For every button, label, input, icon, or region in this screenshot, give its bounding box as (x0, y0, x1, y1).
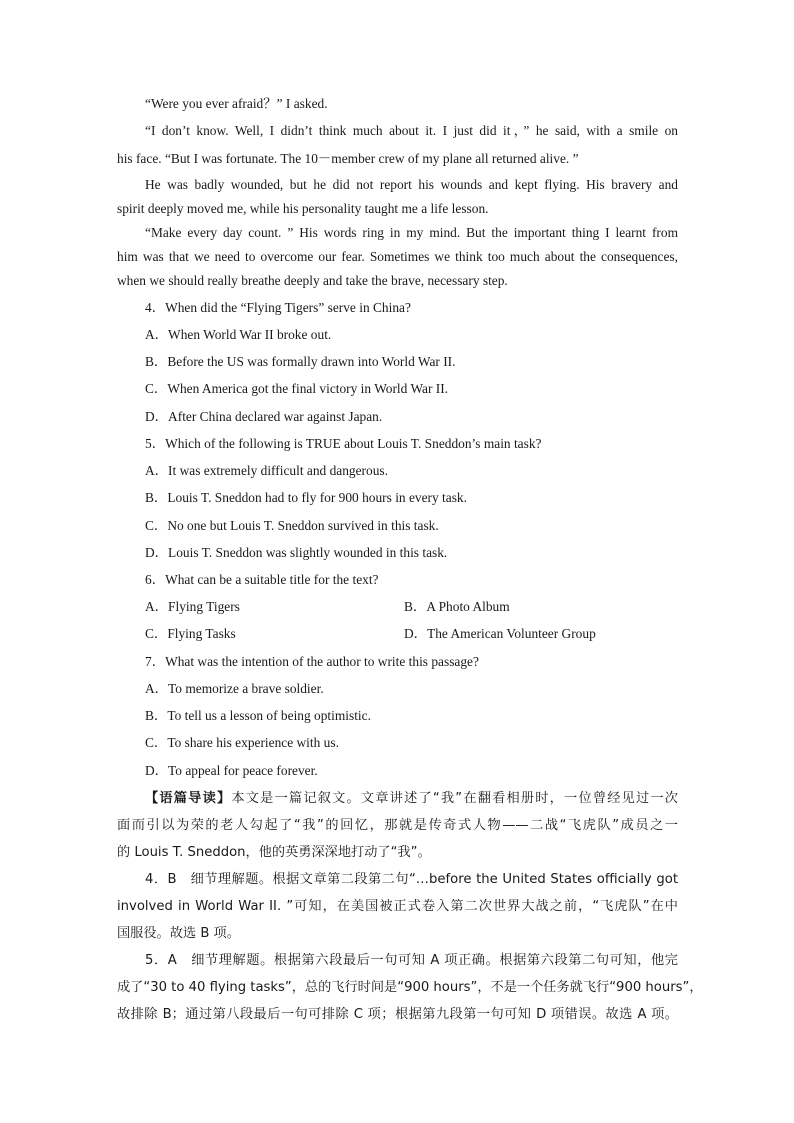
question-5-option-b: B．Louis T. Sneddon had to fly for 900 hours in every task. (145, 490, 467, 505)
question-6-stem: 6．What can be a suitable title for the text? (145, 572, 379, 587)
question-5-option-d: D．Louis T. Sneddon was slightly wounded in this task. (145, 545, 448, 560)
passage-paragraph-1: “Were you ever afraid？” I asked. (145, 96, 328, 111)
answer-4-line-1: 4．B 细节理解题。根据文章第二段第二句“…before the United States officially got (145, 872, 678, 887)
passage-paragraph-3-line-2: spirit deeply moved me, while his personality taught me a life lesson. (117, 201, 489, 216)
question-6-option-a: A．Flying Tigers (145, 599, 240, 614)
reading-guide-line-3: 的 Louis T. Sneddon，他的英勇深深地打动了“我”。 (117, 845, 431, 860)
question-6-option-d: D．The American Volunteer Group (404, 626, 596, 641)
question-7-option-d: D．To appeal for peace forever. (145, 763, 318, 778)
reading-guide-line-1 (145, 789, 678, 809)
question-4-option-b: B．Before the US was formally drawn into World War II. (145, 354, 456, 369)
reading-guide-label: 【语篇导读】 (145, 791, 232, 806)
question-6-option-b: B．A Photo Album (404, 599, 510, 614)
question-4-option-d: D．After China declared war against Japan. (145, 409, 383, 424)
reading-guide-text: 本文是一篇记叙文。文章讲述了“我”在翻看相册时，一位曾经见过一次 (231, 791, 678, 806)
question-5-stem: 5．Which of the following is TRUE about Louis T. Sneddon’s main task? (145, 436, 542, 451)
question-7-stem: 7．What was the intention of the author to write this passage? (145, 654, 479, 669)
question-7-option-b: B．To tell us a lesson of being optimistic. (145, 708, 371, 723)
answer-5-line-1: 5．A 细节理解题。根据第六段最后一句可知 A 项正确。根据第六段第二句可知，他完 (145, 953, 678, 968)
passage-paragraph-2-line-2: his face. “But I was fortunate. The 10－member crew of my plane all returned alive. ” (117, 151, 579, 166)
passage-paragraph-2-line-1: “I don’t know. Well, I didn’t think much about it. I just did it，” he said, with a smile on (145, 123, 678, 138)
answer-5-line-3: 故排除 B；通过第八段最后一句可排除 C 项；根据第九段第一句可知 D 项错误。故选 A 项。 (117, 1007, 678, 1022)
passage-paragraph-4-line-3: when we should really breathe deeply and take the brave, necessary step. (117, 273, 508, 288)
question-5-option-a: A．It was extremely difficult and dangerous. (145, 463, 388, 478)
passage-paragraph-4-line-1: “Make every day count. ” His words ring in my mind. But the important thing I learnt from (145, 225, 678, 240)
answer-4-line-2: involved in World War II. ”可知，在美国被正式卷入第二次世界大战之前，“飞虎队”在中 (117, 899, 678, 914)
reading-guide-line-2: 面而引以为荣的老人勾起了“我”的回忆，那就是传奇式人物——二战“飞虎队”成员之一 (117, 818, 678, 833)
question-4-option-a: A．When World War II broke out. (145, 327, 332, 342)
question-4-stem: 4．When did the “Flying Tigers” serve in China? (145, 300, 411, 315)
question-5-option-c: C．No one but Louis T. Sneddon survived in this task. (145, 518, 439, 533)
question-6-option-c: C．Flying Tasks (145, 626, 236, 641)
answer-5-line-2: 成了“30 to 40 flying tasks”，总的飞行时间是“900 hours”，不是一个任务就飞行“900 hours”， (117, 980, 703, 995)
question-4-option-c: C．When America got the final victory in World War II. (145, 381, 449, 396)
passage-paragraph-4-line-2: him was that we need to overcome our fear. Sometimes we think too much about the consequences, (117, 249, 678, 264)
question-7-option-a: A．To memorize a brave soldier. (145, 681, 324, 696)
question-7-option-c: C．To share his experience with us. (145, 735, 339, 750)
passage-paragraph-3-line-1: He was badly wounded, but he did not report his wounds and kept flying. His bravery and (145, 177, 678, 192)
answer-4-line-3: 国服役。故选 B 项。 (117, 926, 240, 941)
